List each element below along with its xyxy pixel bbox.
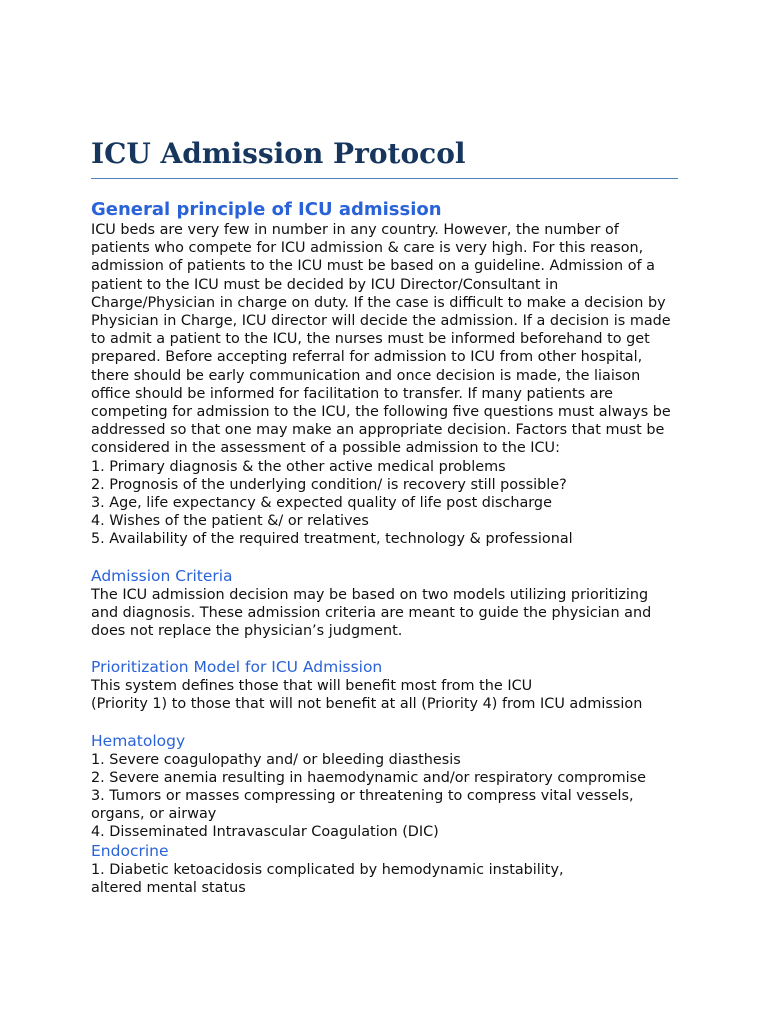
prioritization-line-1: This system defines those that will benefit most from the ICU [91,678,533,695]
list-item: 3. Age, life expectancy & expected quality of life post discharge [91,495,552,512]
section-heading-general-principle: General principle of ICU admission [91,199,442,220]
admission-criteria-paragraph: The ICU admission decision may be based on two models utilizing prioritizing and diagnosis. These admission criteria are meant to guide the physician and does not replace the physician’s judgment. [91,586,652,640]
list-item: 2. Prognosis of the underlying condition/ is recovery still possible? [91,476,567,493]
prioritization-line-2: (Priority 1) to those that will not benefit at all (Priority 4) from ICU admission [91,696,643,713]
list-item: 4. Disseminated Intravascular Coagulation (DIC) [91,824,439,841]
endocrine-line-2: altered mental status [91,879,246,896]
section-endocrine [91,842,678,897]
section-admission-criteria [91,567,678,641]
list-item: 5. Availability of the required treatment, technology & professional [91,531,573,548]
list-item: 3. Tumors or masses compressing or threatening to compress vital vessels, organs, or airway [91,788,634,823]
endocrine-line-1: 1. Diabetic ketoacidosis complicated by hemodynamic instability, [91,861,564,878]
list-item: 4. Wishes of the patient &/ or relatives [91,513,369,530]
section-heading-admission-criteria: Admission Criteria [91,566,233,585]
section-hematology [91,732,678,842]
list-item: 1. Severe coagulopathy and/ or bleeding diasthesis [91,751,461,768]
section-prioritization-model [91,658,678,713]
list-item: 1. Primary diagnosis & the other active medical problems [91,458,506,475]
section-heading-endocrine: Endocrine [91,841,169,860]
document-page [91,136,678,897]
section-general-principle [91,199,678,549]
section-heading-prioritization-model: Prioritization Model for ICU Admission [91,658,383,677]
document-title: ICU Admission Protocol [91,136,678,179]
section-heading-hematology: Hematology [91,731,186,750]
general-principle-paragraph: ICU beds are very few in number in any country. However, the number of patients who compete for ICU admission & care is very high. For this reason, admission of patients to the ICU must be based on a guideline. Admission of a patient to the ICU must be decided by ICU Director/Consultant in Charge/Physician in charge on duty. If the case is difficult to make a decision by Physician in Charge, ICU director will decide the admission. If a decision is made to admit a patient to the ICU, the nurses must be informed beforehand to get prepared. Before accepting referral for admission to ICU from other hospital, there should be early communication and once decision is made, the liaison office should be informed for facilitation to transfer. If many patients are competing for admission to the ICU, the following five questions must always be addressed so that one may make an appropriate decision. Factors that must be considered in the assessment of a possible admission to the ICU: [91,222,671,457]
list-item: 2. Severe anemia resulting in haemodynamic and/or respiratory compromise [91,769,646,786]
